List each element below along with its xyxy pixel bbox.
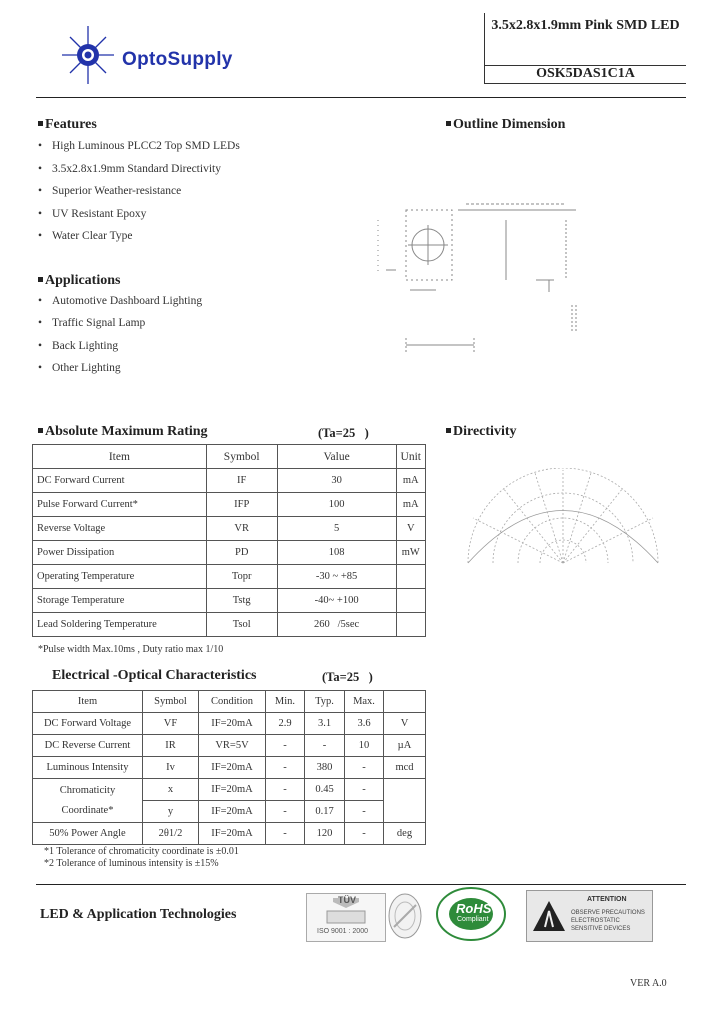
cell: IF=20mA bbox=[199, 779, 266, 801]
header-cell: Min. bbox=[266, 691, 305, 713]
cell: - bbox=[266, 823, 305, 845]
list-item: • High Luminous PLCC2 Top SMD LEDs bbox=[38, 140, 240, 152]
cell bbox=[396, 589, 425, 613]
cell bbox=[384, 779, 426, 823]
cell: V bbox=[396, 517, 425, 541]
cell: 0.45 bbox=[305, 779, 345, 801]
header-cell: Typ. bbox=[305, 691, 345, 713]
table-row bbox=[33, 757, 426, 779]
header-cell: Symbol bbox=[206, 445, 277, 469]
cell: IFP bbox=[206, 493, 277, 517]
header-divider bbox=[36, 97, 686, 98]
cell: - bbox=[345, 779, 384, 801]
cell: IF=20mA bbox=[199, 823, 266, 845]
cell: V bbox=[384, 713, 426, 735]
eo-condition: (Ta=25 ) bbox=[322, 670, 373, 684]
cell: 3.6 bbox=[345, 713, 384, 735]
cell: Iv bbox=[143, 757, 199, 779]
esd-title: ATTENTION bbox=[587, 896, 627, 903]
chroma-label-2: Coordinate* bbox=[61, 804, 114, 816]
company-name: OptoSupply bbox=[122, 49, 233, 70]
cell: -40~ +100 bbox=[277, 589, 396, 613]
cell: 2.9 bbox=[266, 713, 305, 735]
esd-line-3: SENSITIVE DEVICES bbox=[571, 926, 631, 932]
cell: µA bbox=[384, 735, 426, 757]
cell: 2θ1/2 bbox=[143, 823, 199, 845]
outline-drawing bbox=[366, 180, 596, 370]
table-row bbox=[33, 565, 426, 589]
cell: -30 ~ +85 bbox=[277, 565, 396, 589]
header-cell: Max. bbox=[345, 691, 384, 713]
star-logo-icon bbox=[60, 24, 116, 86]
cell: 380 bbox=[305, 757, 345, 779]
table-row bbox=[33, 713, 426, 735]
cell: - bbox=[345, 757, 384, 779]
list-item: • Back Lighting bbox=[38, 339, 119, 352]
abs-max-footnote: *Pulse width Max.10ms , Duty ratio max 1/10 bbox=[38, 644, 224, 655]
version-label: VER A.0 bbox=[630, 978, 667, 989]
title-box bbox=[484, 13, 686, 84]
list-item: • Superior Weather-resistance bbox=[38, 185, 182, 197]
list-item: • Water Clear Type bbox=[38, 230, 133, 242]
outline-heading: Outline Dimension bbox=[446, 117, 565, 133]
esd-attention-badge bbox=[526, 890, 653, 942]
cell: mA bbox=[396, 493, 425, 517]
cell: - bbox=[345, 801, 384, 823]
cell: Operating Temperature bbox=[33, 565, 207, 589]
cell: DC Reverse Current bbox=[33, 735, 143, 757]
list-item: • Automotive Dashboard Lighting bbox=[38, 295, 203, 307]
cell: IR bbox=[143, 735, 199, 757]
cell: 100 bbox=[277, 493, 396, 517]
esd-warning-icon bbox=[531, 899, 567, 935]
cell: Tsol bbox=[206, 613, 277, 637]
list-item: • Other Lighting bbox=[38, 361, 121, 374]
cell: Storage Temperature bbox=[33, 589, 207, 613]
cell: VF bbox=[143, 713, 199, 735]
table-row bbox=[33, 517, 426, 541]
list-item: • Traffic Signal Lamp bbox=[38, 317, 146, 330]
table-header-row bbox=[33, 691, 426, 713]
header-cell: Value bbox=[277, 445, 396, 469]
cell bbox=[396, 565, 425, 589]
applications-heading: Applications bbox=[38, 273, 120, 289]
cell: Power Dissipation bbox=[33, 541, 207, 565]
cell: Pulse Forward Current* bbox=[33, 493, 207, 517]
cell: IF=20mA bbox=[199, 713, 266, 735]
tuv-text: TÜV bbox=[338, 895, 356, 905]
table-row bbox=[33, 823, 426, 845]
cell: mcd bbox=[384, 757, 426, 779]
table-row bbox=[33, 735, 426, 757]
cell: DC Forward Current bbox=[33, 469, 207, 493]
cell: Topr bbox=[206, 565, 277, 589]
header-cell: Item bbox=[33, 691, 143, 713]
features-heading: Features bbox=[38, 117, 97, 133]
table-header-row bbox=[33, 445, 426, 469]
applications-list bbox=[38, 295, 202, 384]
cell: 260 /5sec bbox=[277, 613, 396, 637]
cell: Lead Soldering Temperature bbox=[33, 613, 207, 637]
company-logo bbox=[60, 24, 290, 94]
cell: 3.1 bbox=[305, 713, 345, 735]
abs-max-heading: Absolute Maximum Rating bbox=[38, 424, 208, 440]
cell: deg bbox=[384, 823, 426, 845]
cell: - bbox=[266, 735, 305, 757]
part-number: OSK5DAS1C1A bbox=[536, 66, 635, 81]
rohs-badge bbox=[388, 891, 422, 941]
cert-seal-icon bbox=[388, 891, 422, 941]
header-cell: Condition bbox=[199, 691, 266, 713]
cell: - bbox=[266, 757, 305, 779]
rohs-sub-text: Compliant bbox=[457, 916, 489, 923]
product-title: 3.5x2.8x1.9mm Pink SMD LED bbox=[491, 18, 680, 33]
cell: 108 bbox=[277, 541, 396, 565]
cell: 10 bbox=[345, 735, 384, 757]
abs-max-table bbox=[32, 444, 426, 637]
cell: PD bbox=[206, 541, 277, 565]
cell: mA bbox=[396, 469, 425, 493]
cell: y bbox=[143, 801, 199, 823]
cell bbox=[396, 613, 425, 637]
header-cell: Item bbox=[33, 445, 207, 469]
iso-text: ISO 9001 : 2000 bbox=[317, 928, 368, 935]
table-row bbox=[33, 589, 426, 613]
cell: - bbox=[305, 735, 345, 757]
table-row bbox=[33, 469, 426, 493]
cell: VR bbox=[206, 517, 277, 541]
cell: Reverse Voltage bbox=[33, 517, 207, 541]
footer-company-line: LED & Application Technologies bbox=[40, 907, 237, 922]
table-row bbox=[33, 779, 426, 801]
table-row bbox=[33, 613, 426, 637]
rohs-text: RoHS bbox=[456, 901, 492, 916]
header-cell: Symbol bbox=[143, 691, 199, 713]
abs-max-condition: (Ta=25 ) bbox=[318, 426, 369, 440]
tuv-badge bbox=[306, 893, 386, 942]
cell: - bbox=[266, 801, 305, 823]
rohs-compliant-badge bbox=[436, 887, 506, 941]
cell: 0.17 bbox=[305, 801, 345, 823]
table-row bbox=[33, 541, 426, 565]
cell: - bbox=[345, 823, 384, 845]
cell: 50% Power Angle bbox=[33, 823, 143, 845]
eo-table bbox=[32, 690, 426, 845]
cell: Luminous Intensity bbox=[33, 757, 143, 779]
directivity-heading: Directivity bbox=[446, 424, 517, 440]
cell: Tstg bbox=[206, 589, 277, 613]
eo-note-2: *2 Tolerance of luminous intensity is ±15% bbox=[44, 858, 219, 869]
esd-line-1: OBSERVE PRECAUTIONS bbox=[571, 910, 645, 916]
cell: 30 bbox=[277, 469, 396, 493]
cell: DC Forward Voltage bbox=[33, 713, 143, 735]
directivity-diagram bbox=[448, 468, 678, 578]
cell: 5 bbox=[277, 517, 396, 541]
features-list bbox=[38, 140, 240, 253]
table-row bbox=[33, 493, 426, 517]
cell: VR=5V bbox=[199, 735, 266, 757]
cell: mW bbox=[396, 541, 425, 565]
header-cell bbox=[384, 691, 426, 713]
chroma-label-cell bbox=[33, 779, 143, 823]
list-item: • UV Resistant Epoxy bbox=[38, 207, 147, 220]
chroma-label-1: Chromaticity bbox=[59, 784, 116, 796]
eo-heading: Electrical -Optical Characteristics bbox=[52, 668, 257, 683]
footer-divider bbox=[36, 884, 686, 885]
cell: 120 bbox=[305, 823, 345, 845]
header-cell: Unit bbox=[396, 445, 425, 469]
eo-note-1: *1 Tolerance of chromaticity coordinate is ±0.01 bbox=[44, 846, 239, 857]
cell: IF bbox=[206, 469, 277, 493]
list-item: • 3.5x2.8x1.9mm Standard Directivity bbox=[38, 162, 221, 175]
cell: x bbox=[143, 779, 199, 801]
cell: - bbox=[266, 779, 305, 801]
cell: IF=20mA bbox=[199, 801, 266, 823]
cell: IF=20mA bbox=[199, 757, 266, 779]
esd-line-2: ELECTROSTATIC bbox=[571, 918, 620, 924]
